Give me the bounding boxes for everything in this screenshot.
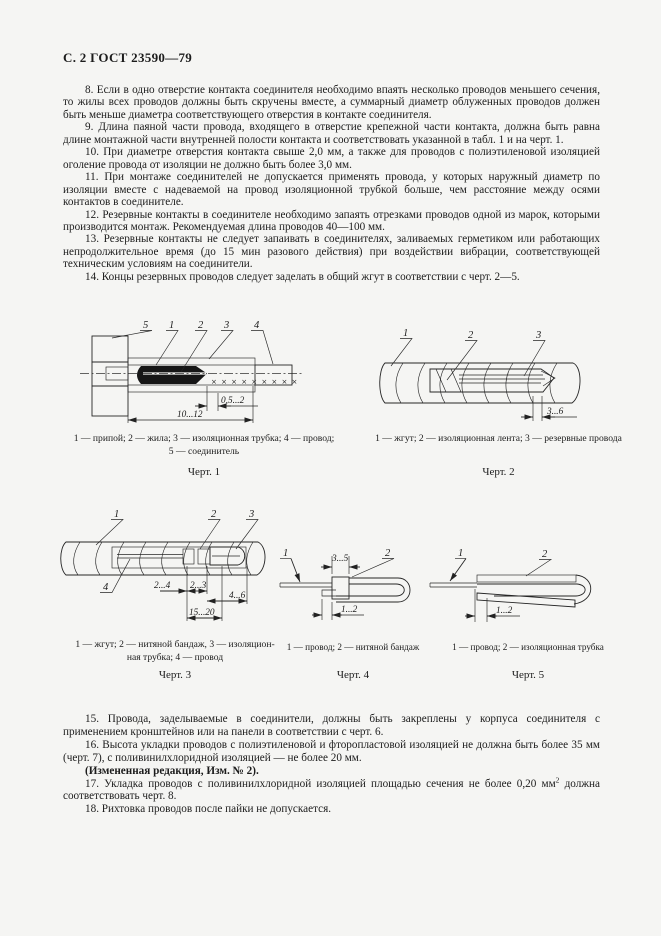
fig5-wire (430, 583, 585, 596)
svg-text:2...4: 2...4 (154, 581, 171, 591)
paragraph-11: 11. При монтаже соединителей не допускается применять провода, у которых наружный диаметр по изоляции вместе с надеваемой на провод изоляционной трубкой больше, чем расстояние между осями контактов в соединителе. (63, 171, 600, 209)
paragraph-10: 10. При диаметре отверстия контакта свыше 2,0 мм, а также для проводов с полиэтиленовой изоляцией оголение провода от изоляции не должно быть более 3,0 мм. (63, 146, 600, 171)
figure-5-drawing (428, 543, 628, 643)
fig2-callout-2: 2 (468, 330, 474, 341)
paragraph-16-note: (Измененная редакция, Изм. № 2). (85, 764, 259, 777)
fig1-callout-5: 5 (143, 320, 149, 331)
svg-text:4...6: 4...6 (229, 591, 246, 601)
fig2-window (430, 369, 554, 392)
svg-text:3...6: 3...6 (547, 407, 564, 417)
figure-4-drawing (278, 543, 428, 643)
paragraph-15: 15. Провода, заделываемые в соединители, должны быть закреплены у корпуса соединителя с применением кронштейнов или на панели в соответствии с черт. 6. (63, 713, 600, 738)
fig4-wire (280, 583, 332, 587)
svg-text:1...2: 1...2 (496, 606, 513, 616)
fig1-callout-3: 3 (224, 320, 230, 331)
fig1-dimension-small (195, 386, 258, 411)
page-header: С. 2 ГОСТ 23590—79 (63, 50, 193, 65)
fig1-connector-block (92, 336, 128, 416)
fig5-label: Черт. 5 (511, 669, 545, 681)
paragraph-17 (63, 774, 600, 804)
fig2-dimension (521, 396, 577, 421)
fig3-dimensions (154, 566, 247, 621)
paragraph-16: 16. Высота укладки проводов с полиэтиленовой и фторопластовой изоляцией не должна быть более 35 мм (черт. 7), с поливинилхлоридной изоляцией — не более 20 мм. (63, 738, 600, 764)
fig5-caption: 1 — провод; 2 — изоляционная трубка (452, 642, 604, 652)
fig3-label: Черт. 3 (158, 669, 192, 681)
fig3-caption: 1 — жгут; 2 — нитяной бандаж, 3 — изоляцион- ная трубка; 4 — провод (75, 639, 275, 663)
paragraph-17-text-end: должна соответствовать черт. 8. (63, 777, 600, 803)
figure-1-drawing (60, 316, 345, 434)
figure-3-drawing (50, 505, 300, 635)
fig2-callout-1: 1 (403, 328, 409, 339)
fig3-callout-3: 3 (249, 509, 255, 520)
fig5-callout-1: 1 (458, 548, 464, 559)
fig4-label: Черт. 4 (336, 669, 370, 681)
body-text-top (63, 84, 600, 283)
fig3-wire (117, 555, 183, 559)
fig2-callout-3: 3 (536, 330, 542, 341)
fig1-callout-4: 4 (254, 320, 260, 331)
svg-text:3...5: 3...5 (332, 554, 349, 564)
fig4-caption: 1 — провод; 2 — нитяной бандаж (286, 642, 420, 652)
fig4-wire-loop (322, 578, 410, 602)
svg-text:15...20: 15...20 (189, 608, 215, 618)
fig1-solder-core (137, 366, 207, 384)
paragraph-17-superscript: 2 (555, 774, 560, 784)
paragraph-12: 12. Резервные контакты в соединителе необходимо запаять отрезками проводов одной из марок, которыми производится монтаж. Рекомендуемая длина проводов 40—100 мм. (63, 208, 600, 233)
fig4-callout-1: 1 (283, 548, 289, 559)
fig5-callout-2: 2 (542, 549, 548, 560)
figure-2-drawing (375, 322, 625, 427)
paragraph-9: 9. Длина паяной части провода, входящего в отверстие крепежной части контакта, должна быть равна длине монтажной части внутренней полости контакта и соответствовать указанной в табл. 1 и на черт. 1. (63, 121, 600, 146)
fig1-callout-leaders (112, 331, 273, 373)
fig4-dimension-top (321, 554, 360, 574)
fig5-insulation-tube (477, 575, 591, 607)
paragraph-17-text: 17. Укладка проводов с поливинилхлоридной изоляцией площадью сечения не более 0,20 мм (85, 777, 556, 790)
paragraph-14: 14. Концы резервных проводов следует заделать в общий жгут в соответствии с черт. 2—5. (85, 270, 520, 283)
fig1-caption: 1 — припой; 2 — жила; 3 — изоляционная трубка; 4 — провод; 5 — соединитель (73, 433, 335, 457)
paragraph-18: 18. Рихтовка проводов после пайки не допускается. (85, 803, 332, 816)
svg-text:10...12: 10...12 (177, 410, 203, 420)
fig3-callout-4: 4 (103, 582, 109, 593)
fig2-label: Черт. 2 (482, 466, 515, 478)
fig2-callout-leaders (391, 339, 545, 381)
svg-text:2...3: 2...3 (190, 581, 207, 591)
paragraph-13: 13. Резервные контакты не следует запаивать в соединителях, заливаемых герметиком или работающих непродолжительное время (до 15 мин разового действия) при воздействии вибрации, соответствующей техническим условиям на соединители. (63, 233, 600, 271)
svg-text:1...2: 1...2 (341, 605, 358, 615)
fig2-insulating-tape (430, 369, 461, 392)
fig3-callout-2: 2 (211, 509, 217, 520)
fig1-label: Черт. 1 (187, 466, 221, 478)
svg-text:×××××××××: ××××××××× (211, 378, 302, 386)
paragraph-8: 8. Если в одно отверстие контакта соединителя необходимо впаять несколько проводов меньшего сечения, то жилы всех проводов должны быть скручены вместе, а суммарный диаметр облуженных проводов должен быть меньше диаметра соответствующего отверстия в контакте соединителя. (63, 84, 600, 121)
body-text-bottom (63, 713, 600, 816)
fig1-callout-2: 2 (198, 320, 204, 331)
fig2-caption: 1 — жгут; 2 — изоляционная лента; 3 — резервные провода (375, 433, 622, 444)
fig2-reserve-wires (459, 371, 555, 386)
fig1-callout-1: 1 (169, 320, 175, 331)
fig1-wire (211, 365, 302, 386)
fig5-callout-leaders (450, 559, 551, 582)
fig3-callout-1: 1 (114, 509, 120, 520)
fig4-callout-2: 2 (385, 548, 391, 559)
svg-text:0,5...2: 0,5...2 (221, 396, 245, 406)
